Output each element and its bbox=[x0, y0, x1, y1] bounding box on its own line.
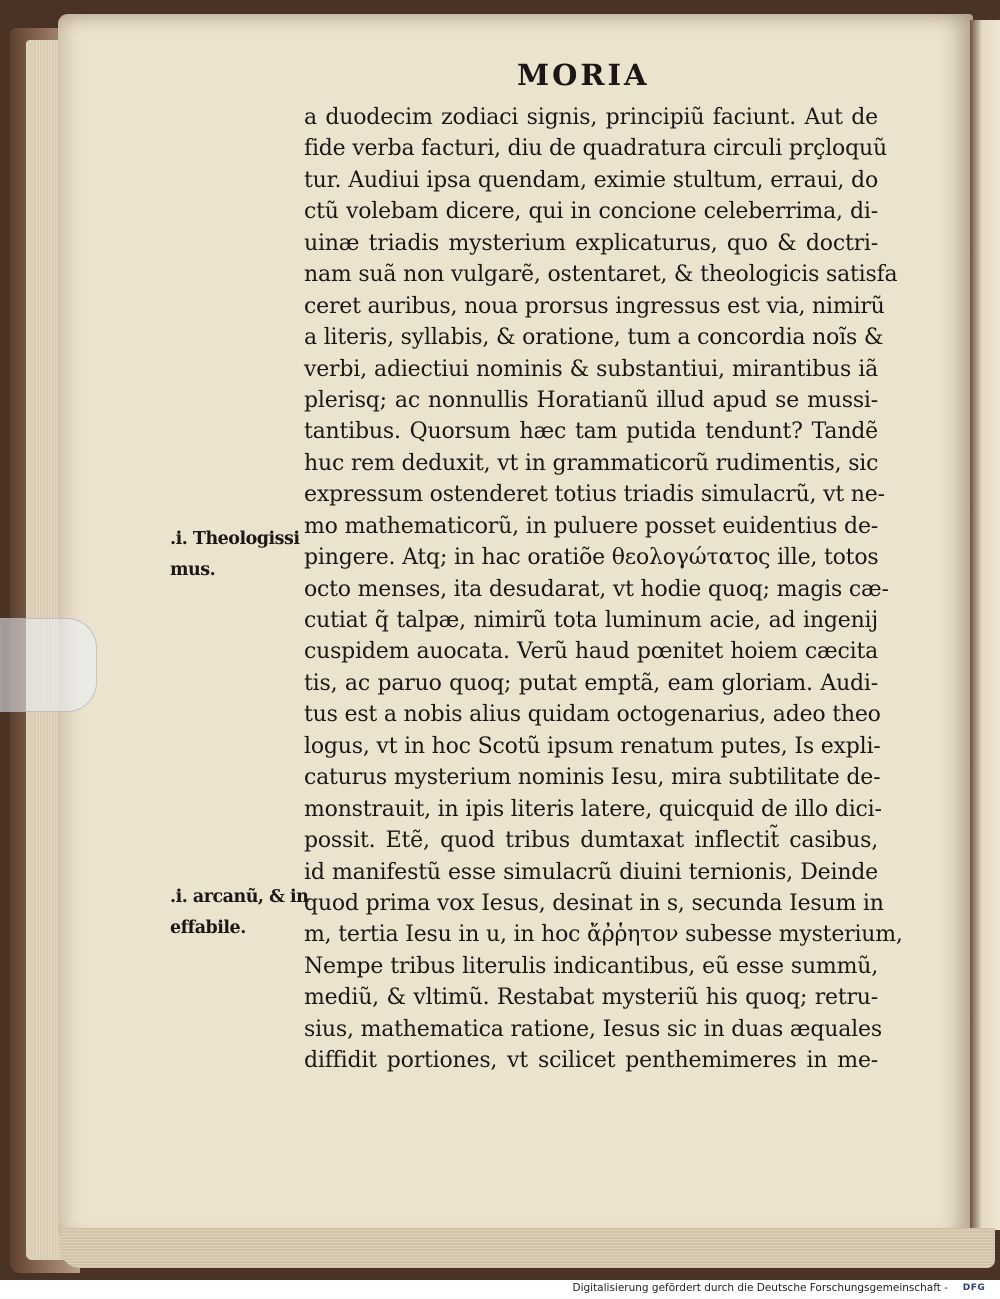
text-line: verbi, adiectiui nominis & substantiui, mirantibus iã bbox=[304, 356, 878, 382]
text-line: plerisq; ac nonnullis Horatianũ illud apud se mussi- bbox=[304, 387, 878, 413]
body-text bbox=[304, 102, 903, 1077]
text-line: a duodecim zodiaci signis, principiũ faciunt. Aut de bbox=[304, 105, 878, 130]
text-line: octo menses, ita desudarat, vt hodie quoq; magis cæ- bbox=[304, 576, 889, 602]
margin-note-line: .i. arcanũ, & in bbox=[170, 887, 309, 907]
digitization-credit: Digitalisierung gefördert durch die Deutsche Forschungsgemeinschaft - bbox=[572, 1282, 948, 1294]
text-line: nam suã non vulgarẽ, ostentaret, & theologicis satisfa bbox=[304, 262, 898, 288]
text-line: uinæ triadis mysterium explicaturus, quo & doctri- bbox=[304, 230, 878, 256]
text-line: tus est a nobis alius quidam octogenarius, adeo theo bbox=[304, 702, 881, 728]
text-line: huc rem deduxit, vt in grammaticorũ rudimentis, sic bbox=[304, 450, 879, 476]
text-line: fide verba facturi, diu de quadratura circuli prçloquũ bbox=[304, 136, 887, 162]
text-line: tis, ac paruo quoq; putat emptã, eam gloriam. Audi- bbox=[304, 670, 878, 696]
text-line: sius, mathematica ratione, Iesus sic in duas æquales bbox=[304, 1016, 882, 1042]
text-line: Nempe tribus literulis indicantibus, eũ esse summũ, bbox=[304, 953, 878, 979]
running-title: MORIA bbox=[517, 58, 650, 92]
text-line: mediũ, & vltimũ. Restabat mysteriũ his quoq; retru- bbox=[304, 985, 878, 1011]
text-line: logus, vt in hoc Scotũ ipsum renatum putes, Is expli- bbox=[304, 733, 881, 759]
text-line: m, tertia Iesu in u, in hoc ἄῤῥητον subesse mysterium, bbox=[304, 922, 903, 948]
text-line: pingere. Atq; in hac oratiõe θεολογώτατος ille, totos bbox=[304, 545, 879, 571]
plastic-page-tab bbox=[0, 618, 97, 712]
text-line: a literis, syllabis, & oratione, tum a concordia noĩs & bbox=[304, 325, 884, 351]
dfg-logo-text: DFG bbox=[962, 1283, 986, 1293]
text-line: possit. Etẽ, quod tribus dumtaxat inflectit̃ casibus, bbox=[304, 828, 878, 854]
margin-note-arcanum bbox=[170, 882, 310, 944]
text-line: tur. Audiui ipsa quendam, eximie stultum, erraui, do bbox=[304, 167, 878, 193]
facing-page-edge bbox=[970, 20, 1000, 1230]
text-line: ceret auribus, noua prorsus ingressus est via, nimirũ bbox=[304, 293, 885, 319]
text-line: cutiat q̃ talpæ, nimirũ tota luminum acie, ad ingenij bbox=[304, 608, 878, 633]
text-line: diffidit portiones, vt scilicet penthemimeres in me- bbox=[304, 1048, 878, 1074]
text-line: tantibus. Quorsum hæc tam putida tendunt? Tandẽ bbox=[304, 419, 878, 445]
margin-note-line: effabile. bbox=[170, 918, 246, 938]
margin-note-line: .i. Theologissi bbox=[170, 529, 300, 549]
text-line: quod prima vox Iesus, desinat in s, secunda Iesum in bbox=[304, 890, 884, 916]
text-line: cuspidem auocata. Verũ haud pœnitet hoiem cæcita bbox=[304, 639, 878, 665]
text-line: ctũ volebam dicere, qui in concione celeberrima, di- bbox=[304, 199, 878, 225]
dfg-logo bbox=[956, 1281, 992, 1295]
margin-note-theologissimus bbox=[170, 524, 310, 586]
text-line: monstrauit, in ipis literis latere, quicquid de illo dici- bbox=[304, 796, 882, 822]
margin-note-line: mus. bbox=[170, 560, 216, 580]
text-line: mo mathematicorũ, in puluere posset euidentius de- bbox=[304, 513, 878, 539]
page-edges-bottom bbox=[60, 1228, 995, 1268]
text-line: expressum ostenderet totius triadis simulacrũ, vt ne- bbox=[304, 482, 885, 508]
text-line: caturus mysterium nominis Iesu, mira subtilitate de- bbox=[304, 765, 881, 791]
text-line: id manifestũ esse simulacrũ diuini ternionis, Deinde bbox=[304, 859, 878, 885]
